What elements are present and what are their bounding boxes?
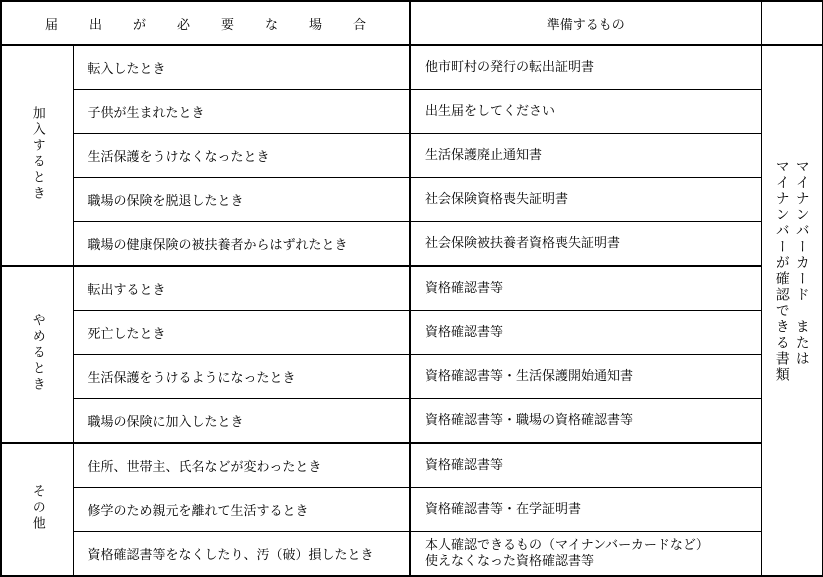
header-char: 出	[88, 17, 102, 33]
case-cell: 転入したとき	[73, 45, 410, 90]
need-cell: 資格確認書等	[410, 311, 761, 355]
header-char: 場	[308, 17, 322, 33]
need-cell: 資格確認書等・生活保護開始通知書	[410, 355, 761, 399]
table-row	[1, 443, 823, 488]
case-cell: 子供が生まれたとき	[73, 90, 410, 134]
group-other	[1, 443, 73, 576]
header-char: が	[132, 17, 146, 33]
case-cell: 転出するとき	[73, 266, 410, 311]
header-prepare: 準備するもの	[410, 1, 761, 45]
table-row	[1, 134, 823, 178]
need-cell: 社会保険資格喪失証明書	[410, 178, 761, 222]
group-label: 加入するとき	[29, 105, 45, 202]
case-cell: 住所、世帯主、氏名などが変わったとき	[73, 443, 410, 488]
need-cell: 資格確認書等・在学証明書	[410, 488, 761, 532]
table-row	[1, 45, 823, 90]
table-row	[1, 178, 823, 222]
group-label: やめるとき	[29, 312, 45, 393]
header-char: 届	[44, 17, 58, 33]
case-cell: 死亡したとき	[73, 311, 410, 355]
need-cell: 資格確認書等	[410, 266, 761, 311]
header-case	[1, 1, 410, 45]
table-row	[1, 532, 823, 577]
group-leave	[1, 266, 73, 443]
table-row	[1, 311, 823, 355]
need-cell: 出生届をしてください	[410, 90, 761, 134]
need-cell	[410, 532, 761, 577]
table-row	[1, 488, 823, 532]
header-char: 必	[176, 17, 190, 33]
side-note	[761, 45, 823, 576]
need-cell: 社会保険被扶養者資格喪失証明書	[410, 222, 761, 267]
side-note-line2: マイナンバーが確認できる書類	[773, 158, 790, 383]
case-cell: 資格確認書等をなくしたり、汚（破）損したとき	[73, 532, 410, 577]
need-cell: 資格確認書等	[410, 443, 761, 488]
table-row	[1, 355, 823, 399]
header-row	[1, 1, 823, 45]
case-cell: 職場の保険に加入したとき	[73, 399, 410, 444]
case-cell: 生活保護をうけるようになったとき	[73, 355, 410, 399]
table-row	[1, 266, 823, 311]
case-cell: 職場の保険を脱退したとき	[73, 178, 410, 222]
header-char: 要	[220, 17, 234, 33]
need-line2: 使えなくなった資格確認書等	[425, 553, 595, 569]
header-blank	[761, 1, 823, 45]
header-char: な	[264, 17, 278, 33]
need-line1: 本人確認できるもの（マイナンバーカードなど）	[425, 537, 709, 553]
need-cell: 生活保護廃止通知書	[410, 134, 761, 178]
table-row	[1, 222, 823, 267]
case-cell: 修学のため親元を離れて生活するとき	[73, 488, 410, 532]
table-row	[1, 399, 823, 444]
group-label: その他	[29, 483, 45, 532]
case-cell: 生活保護をうけなくなったとき	[73, 134, 410, 178]
group-join	[1, 45, 73, 266]
side-note-line1: マイナンバーカード または	[793, 158, 810, 367]
header-char: 合	[352, 17, 366, 33]
need-cell: 資格確認書等・職場の資格確認書等	[410, 399, 761, 444]
need-cell: 他市町村の発行の転出証明書	[410, 45, 761, 90]
table-row	[1, 90, 823, 134]
case-cell: 職場の健康保険の被扶養者からはずれたとき	[73, 222, 410, 267]
